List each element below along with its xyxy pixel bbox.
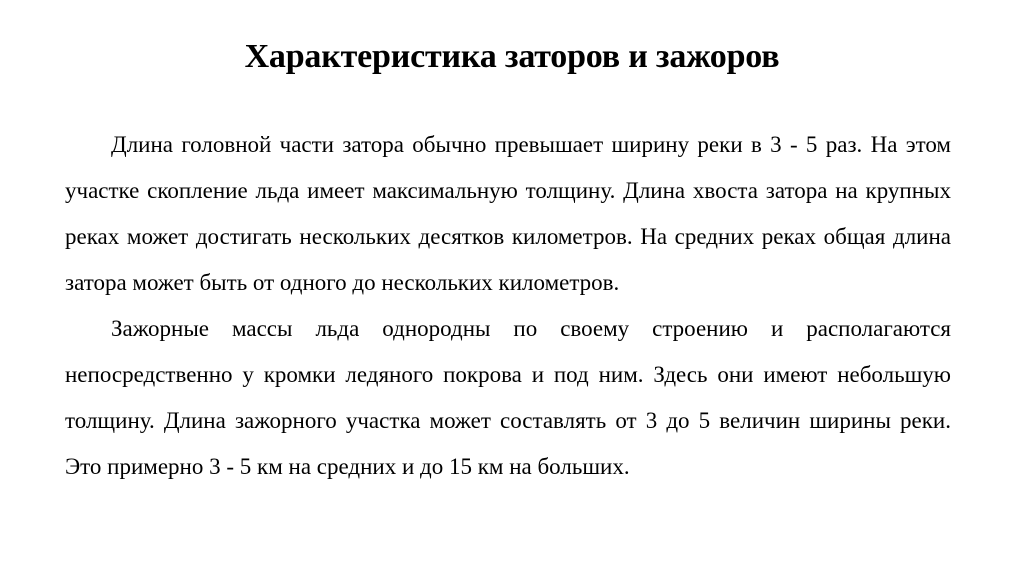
slide-body [65, 122, 951, 490]
paragraph-ice-jam: Длина головной части затора обычно превышает ширину реки в 3 - 5 раз. На этом участке скопление льда имеет максимальную толщину. Длина хвоста затора на крупных реках может достигать нескольких десятков километров. На средних реках общая длина затора может быть от одного до нескольких километров. [65, 132, 951, 295]
paragraph-frazil-jam: Зажорные массы льда однородны по своему строению и располагаются непосредственно у кромки ледяного покрова и под ним. Здесь они имеют небольшую толщину. Длина зажорного участка может составлять от 3 до 5 величин ширины реки. Это примерно 3 - 5 км на средних и до 15 км на больших. [65, 316, 951, 479]
slide-title: Характеристика заторов и зажоров [244, 38, 780, 75]
